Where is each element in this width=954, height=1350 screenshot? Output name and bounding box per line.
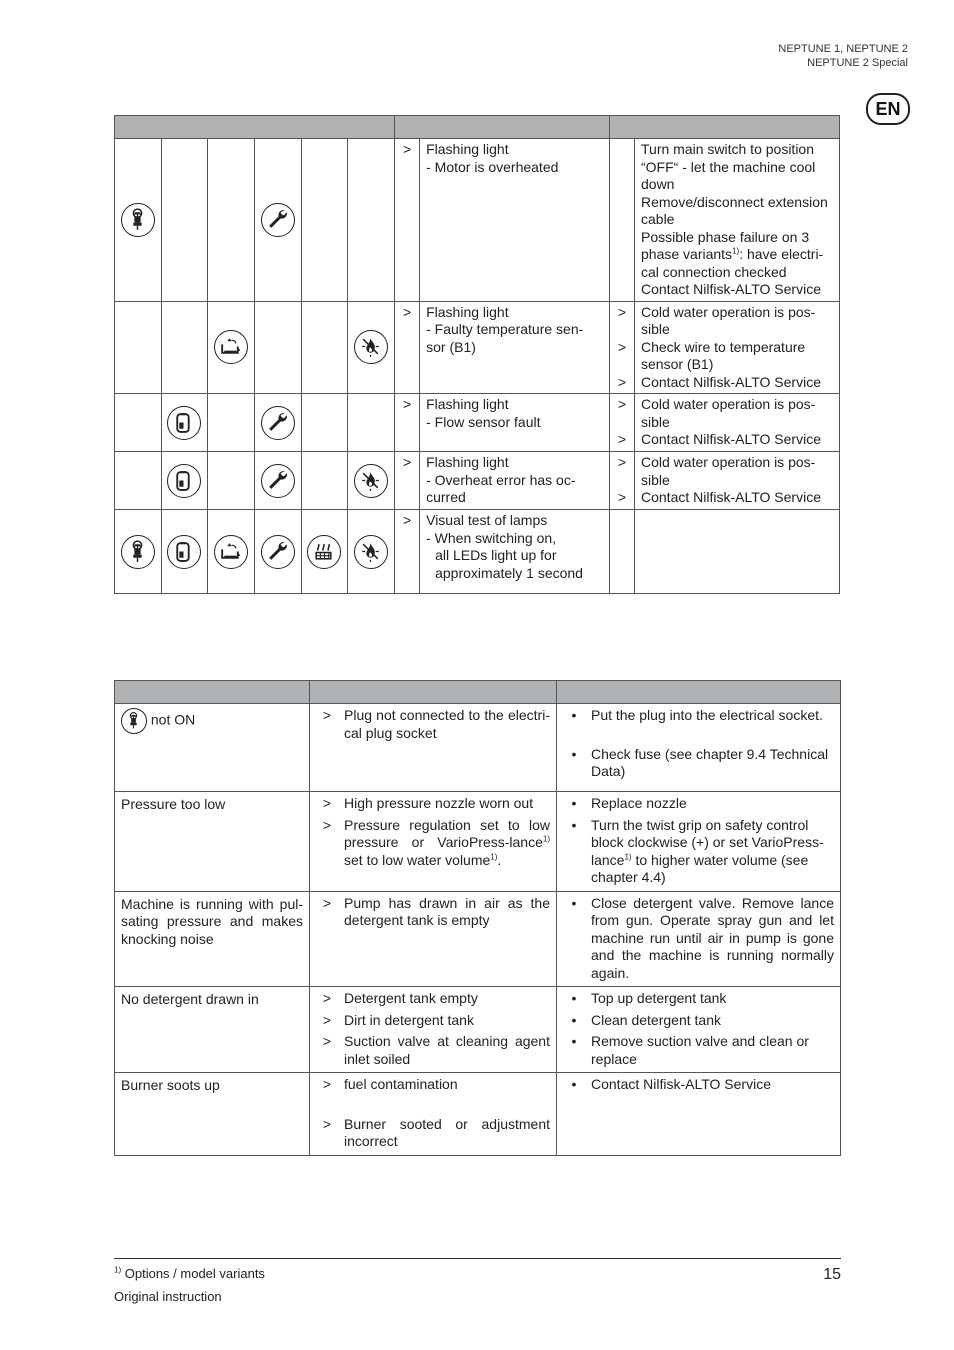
marker: > [402,303,412,320]
remedy-line: Remove/disconnect extension [641,193,828,210]
flame-icon [354,535,388,569]
marker: > [402,454,412,470]
marker: > [322,1011,332,1028]
table-row [115,452,840,510]
remedy-text: Put the plug into the electrical socket. [591,707,823,723]
remedy-text [635,394,840,452]
cause-line: Flashing light [426,141,509,157]
icon-cell [348,394,395,452]
cause-text [420,452,610,510]
marker: > [402,512,412,528]
remedy-line: down [641,176,675,192]
cause-cell [310,1073,557,1156]
cause-segment: . [497,851,502,868]
marker: > [322,990,332,1006]
cause-line: - Overheat error has oc- [426,471,576,488]
page-number: 15 [823,1266,841,1283]
cause-item [310,817,556,870]
icon-cell [208,139,255,302]
remedy-line: Contact Nilfisk-ALTO Service [641,489,821,505]
cause-cell [310,987,557,1073]
remedy-segment: phase variants [641,246,733,262]
marker [610,472,634,490]
marker: > [617,373,627,390]
cause-text: fuel contamination [344,1076,458,1092]
cause-text [420,301,610,394]
cause-line: Flashing light [426,396,509,412]
icon-cell [161,394,208,452]
cause-item [310,895,556,930]
icon-cell [254,394,301,452]
remedy-item [557,817,840,887]
marker: > [322,795,332,811]
icon-cell [348,510,395,594]
fault-cell [115,1073,310,1156]
icon-cell [115,510,162,594]
remedy-text: Close detergent valve. Remove lance from gun. Operate spray gun and let machine run until air in pump is gone and the machine is running normally again. [591,894,834,981]
footnote-ref: 1) [542,834,550,844]
remedy-item [557,746,840,781]
wrench-icon [261,535,295,569]
marker: > [617,338,627,355]
bullet: • [571,707,577,723]
led-fault-table [114,115,840,594]
table-header-row [115,116,840,139]
marker: > [617,396,627,412]
bullet: • [571,816,577,833]
remedy-item [557,1076,840,1094]
icon-cell [115,394,162,452]
bullet: • [571,1076,577,1092]
icon-cell [301,301,348,394]
icon-cell [301,510,348,594]
table-row [115,1073,841,1156]
marker [610,414,634,432]
marker: > [322,707,332,723]
cause-item [310,1076,556,1094]
footnote: $^{1)}$ Options / model variants [114,1265,265,1281]
footnote-ref: 1) [490,851,498,861]
cause-segment: Pressure regulation set to low pressure or VarioPress-lance [344,816,550,850]
fault-cell [115,704,310,792]
cause-marker [395,394,420,452]
remedy-line: sible [641,321,670,337]
icon-cell [115,139,162,302]
remedy-line: Possible phase failure on 3 [641,228,810,245]
fault-cell [115,987,310,1073]
cause-segment: set to low water volume [344,851,491,868]
remedy-item [557,707,840,725]
bullet: • [571,1033,577,1049]
remedy-segment: Turn the twist grip on safety control block clockwise (+) or set VarioPress-lance [591,816,824,868]
wrench-icon [261,406,295,440]
remedy-text [635,139,840,302]
cause-line: - Motor is overheated [426,158,559,175]
remedy-line: sible [641,413,670,430]
remedy-line: Check wire to temperature [641,338,806,355]
cause-text: Dirt in detergent tank [344,1011,474,1028]
cause-marker [395,510,420,594]
marker [610,356,634,374]
remedy-marker [610,452,635,510]
fault-cell [115,891,310,987]
icon-cell [208,301,255,394]
fuel-icon [167,464,201,498]
model-line-2: NEPTUNE 2 Special [807,57,908,69]
fault-text: Pressure too low [121,796,226,812]
marker: > [617,454,627,470]
remedy-line: Cold water operation is pos- [641,303,816,320]
flame-icon [354,464,388,498]
cause-marker [395,139,420,302]
cause-marker [395,452,420,510]
remedy-marker [610,301,635,394]
cause-item [310,795,556,813]
plug-icon [121,203,155,237]
cause-text [344,817,556,870]
model-line-1: NEPTUNE 1, NEPTUNE 2 [778,43,908,55]
remedy-item [557,895,840,983]
remedy-line: sible [641,471,670,488]
remedy-text: Check fuse (see chapter 9.4 Technical Data) [591,745,829,779]
table-row [115,139,840,302]
icon-cell [115,301,162,394]
cause-text: Burner sooted or adjustment incorrect [344,1115,550,1149]
cause-text: High pressure nozzle worn out [344,795,534,811]
cause-text: Suction valve at cleaning agent inlet soiled [344,1033,550,1067]
cause-cell [310,792,557,892]
remedy-line [641,246,833,264]
cause-text: Plug not connected to the electri-cal plug socket [344,707,550,741]
cause-line: Flashing light [426,303,509,320]
marker: > [322,894,332,911]
bullet: • [571,795,577,811]
cause-item [310,1116,556,1151]
icon-cell [161,452,208,510]
cause-text: Pump has drawn in air as the detergent tank is empty [344,894,550,928]
remedy-segment: to higher water volume (see chapter 4.4) [591,851,809,885]
remedy-line: cable [641,211,675,227]
icon-cell [115,452,162,510]
remedy-text [635,301,840,394]
table-row [115,510,840,594]
icon-cell [161,301,208,394]
wrench-icon [261,464,295,498]
marker: > [617,431,627,447]
fault-text: Burner soots up [121,1077,220,1093]
marker: > [322,816,332,833]
table-row [115,394,840,452]
cause-marker [395,301,420,394]
fault-text: Machine is running with pul-sating pressure and makes knocking noise [121,895,303,947]
fault-cell [115,792,310,892]
icon-cell [301,139,348,302]
remedy-text: Replace nozzle [591,795,687,811]
icon-cell [254,510,301,594]
remedy-marker [610,394,635,452]
remedy-line: Contact Nilfisk-ALTO Service [641,373,821,390]
table-header-row [115,681,841,704]
icon-cell [254,139,301,302]
marker: > [322,1115,332,1132]
cause-line: Visual test of lamps [426,512,548,528]
remedy-line: sensor (B1) [641,356,714,372]
remedy-line: cal connection checked [641,263,787,280]
boiler-icon [214,535,248,569]
cause-item [310,990,556,1008]
troubleshooting-table [114,680,841,1156]
heater-icon [307,535,341,569]
cause-text [420,510,610,594]
marker: > [322,1033,332,1049]
remedy-cell [557,891,841,987]
icon-cell [301,452,348,510]
cause-line: approximately 1 second [435,564,583,581]
remedy-line: Cold water operation is pos- [641,396,816,412]
cause-item [310,1012,556,1030]
document-header [778,42,908,70]
cause-cell [310,704,557,792]
remedy-item [557,1033,840,1068]
bullet: • [571,1011,577,1028]
remedy-text: Remove suction valve and clean or replace [591,1033,809,1067]
remedy-text: Contact Nilfisk-ALTO Service [591,1076,771,1092]
footnote-ref: 1) [624,851,632,861]
icon-cell [348,452,395,510]
cause-item [310,707,556,742]
icon-cell [254,301,301,394]
table-row [115,704,841,792]
icon-cell [348,139,395,302]
remedy-cell [557,987,841,1073]
remedy-cell [557,704,841,792]
bullet: • [571,894,577,911]
remedy-text [635,510,840,594]
remedy-text: Clean detergent tank [591,1011,721,1028]
icon-cell [208,394,255,452]
flame-icon [354,330,388,364]
footnote-text: Options / model variants [124,1266,265,1281]
fault-text: No detergent drawn in [121,991,259,1007]
cause-text [420,139,610,302]
fuel-icon [167,535,201,569]
icon-cell [161,510,208,594]
wrench-icon [261,203,295,237]
cause-line: - Faulty temperature sen- [426,321,584,337]
cause-text [420,394,610,452]
remedy-item [557,990,840,1008]
cause-line: - Flow sensor fault [426,413,541,430]
table-row [115,987,841,1073]
table-row [115,301,840,394]
fuel-icon [167,406,201,440]
marker: > [322,1076,332,1092]
remedy-marker [610,510,635,594]
remedy-text [591,817,840,887]
cause-line: Flashing light [426,454,509,470]
cause-line: - When switching on, [426,529,557,546]
remedy-item [557,795,840,813]
bullet: • [571,990,577,1006]
marker: > [402,396,412,412]
icon-cell [208,452,255,510]
marker: > [617,303,627,320]
marker: > [617,489,627,505]
cause-text: Detergent tank empty [344,990,478,1006]
remedy-text [635,452,840,510]
icon-cell [208,510,255,594]
cause-item [310,1033,556,1068]
icon-cell [254,452,301,510]
fault-text: not ON [147,711,196,728]
remedy-line: Contact Nilfisk-ALTO Service [641,431,821,447]
remedy-line: Contact Nilfisk-ALTO Service [641,281,821,297]
remedy-text: Top up detergent tank [591,990,727,1006]
plug-icon [121,708,147,734]
footnote-ref: 1) [732,246,740,256]
language-badge: EN [866,93,910,125]
cause-line: sor (B1) [426,338,476,355]
table-row [115,891,841,987]
table-row [115,792,841,892]
icon-cell [161,139,208,302]
cause-cell [310,891,557,987]
icon-cell [301,394,348,452]
remedy-cell [557,1073,841,1156]
icon-cell [348,301,395,394]
remedy-marker [610,139,635,302]
cause-line: all LEDs light up for [435,547,557,563]
boiler-icon [214,330,248,364]
marker [610,321,634,339]
plug-icon [121,535,155,569]
bullet: • [571,745,577,762]
cause-line: curred [426,489,466,505]
remedy-line: Turn main switch to position [641,141,814,157]
marker: > [402,141,412,157]
original-instruction-note: Original instruction [114,1289,222,1304]
remedy-line: Cold water operation is pos- [641,454,816,470]
remedy-line: “OFF“ - let the machine cool [641,158,816,175]
remedy-item [557,1012,840,1030]
footer-rule [114,1258,841,1259]
remedy-segment: : have electri- [739,246,824,262]
remedy-cell [557,792,841,892]
